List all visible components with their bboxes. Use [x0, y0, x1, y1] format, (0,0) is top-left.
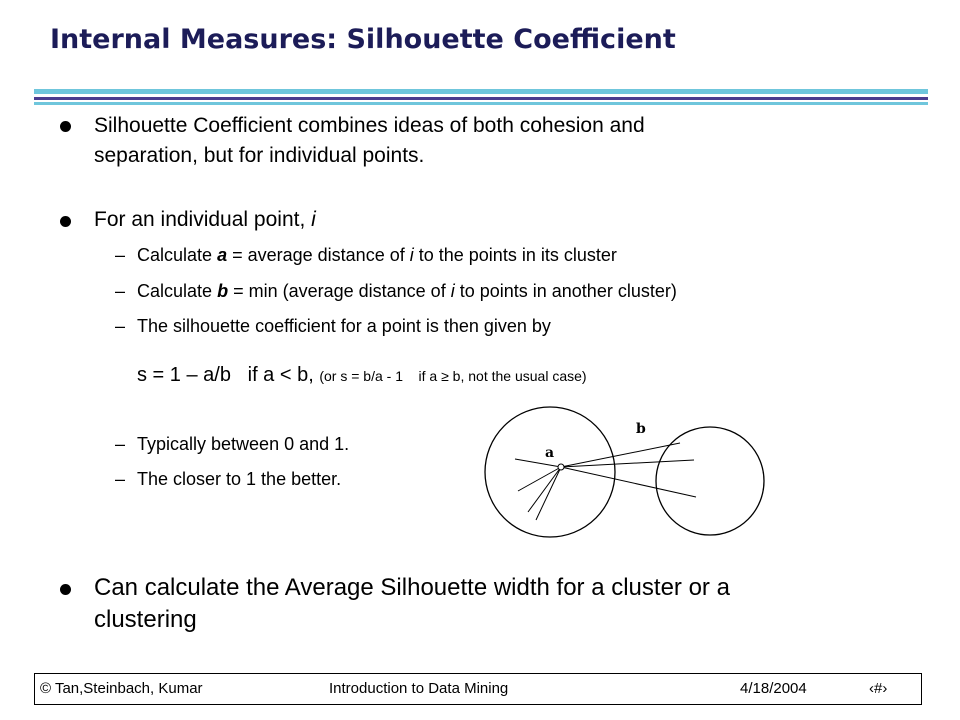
- sub-text: = min (average distance of: [233, 281, 446, 301]
- var-i: i: [409, 245, 414, 265]
- silhouette-diagram: [470, 405, 770, 545]
- slide-footer: [34, 673, 922, 705]
- bullet-individual-point: [94, 205, 316, 235]
- sub-text: The silhouette coefficient for a point is then given by: [137, 316, 551, 336]
- footer-page-number: ‹#›: [869, 680, 888, 697]
- sub-bullet-range: [115, 432, 349, 456]
- sub-text: to points in another cluster): [454, 281, 677, 301]
- sub-bullet-closer: [115, 467, 341, 491]
- sub-text: The closer to 1 the better.: [137, 469, 342, 489]
- bullet-text: For an individual point,: [94, 208, 306, 231]
- dash: –: [115, 316, 126, 336]
- footer-authors: © Tan,Steinbach, Kumar: [40, 680, 203, 697]
- sub-bullet-calc-b: [115, 279, 677, 303]
- bullet-dot: [60, 121, 71, 132]
- sub-bullet-coefficient: [115, 314, 551, 338]
- bullet-line: Can calculate the Average Silhouette width for a cluster or a: [94, 574, 730, 601]
- dash: –: [115, 469, 126, 489]
- bullet-cohesion-separation: [94, 111, 645, 171]
- label-a: a: [545, 445, 555, 461]
- distance-lines: [515, 443, 696, 520]
- silhouette-formula: [137, 364, 587, 387]
- bullet-line: Silhouette Coefficient combines ideas of both cohesion and: [94, 114, 645, 137]
- slide-title: Internal Measures: Silhouette Coefficient: [50, 24, 676, 55]
- sub-text: Typically between 0 and 1.: [137, 434, 350, 454]
- footer-date: 4/18/2004: [740, 680, 807, 697]
- var-i: i: [450, 281, 455, 301]
- var-i: i: [311, 208, 316, 231]
- footer-book: Introduction to Data Mining: [329, 680, 509, 697]
- title-rule-middle: [34, 97, 928, 100]
- point-i: [558, 464, 564, 470]
- cluster-circle-right: [656, 427, 764, 535]
- cluster-circle-left: [485, 407, 615, 537]
- sub-text: Calculate: [137, 245, 213, 265]
- dash: –: [115, 434, 126, 454]
- sub-bullet-calc-a: [115, 243, 617, 267]
- bullet-line: clustering: [94, 606, 197, 633]
- var-b: b: [217, 281, 229, 301]
- sub-text: = average distance of: [232, 245, 405, 265]
- bullet-dot: [60, 584, 71, 595]
- bullet-dot: [60, 216, 71, 227]
- sub-text: to the points in its cluster: [418, 245, 617, 265]
- dash: –: [115, 245, 126, 265]
- label-b: b: [636, 421, 646, 437]
- dash: –: [115, 281, 126, 301]
- sub-text: Calculate: [137, 281, 213, 301]
- var-a: a: [217, 245, 228, 265]
- bullet-average-silhouette: [94, 572, 730, 636]
- title-rule-bottom: [34, 102, 928, 105]
- formula-main: s = 1 – a/b if a < b,: [137, 364, 314, 386]
- bullet-line: separation, but for individual points.: [94, 144, 425, 167]
- formula-note: (or s = b/a - 1 if a ≥ b, not the usual case): [319, 368, 587, 384]
- title-rule-top: [34, 89, 928, 94]
